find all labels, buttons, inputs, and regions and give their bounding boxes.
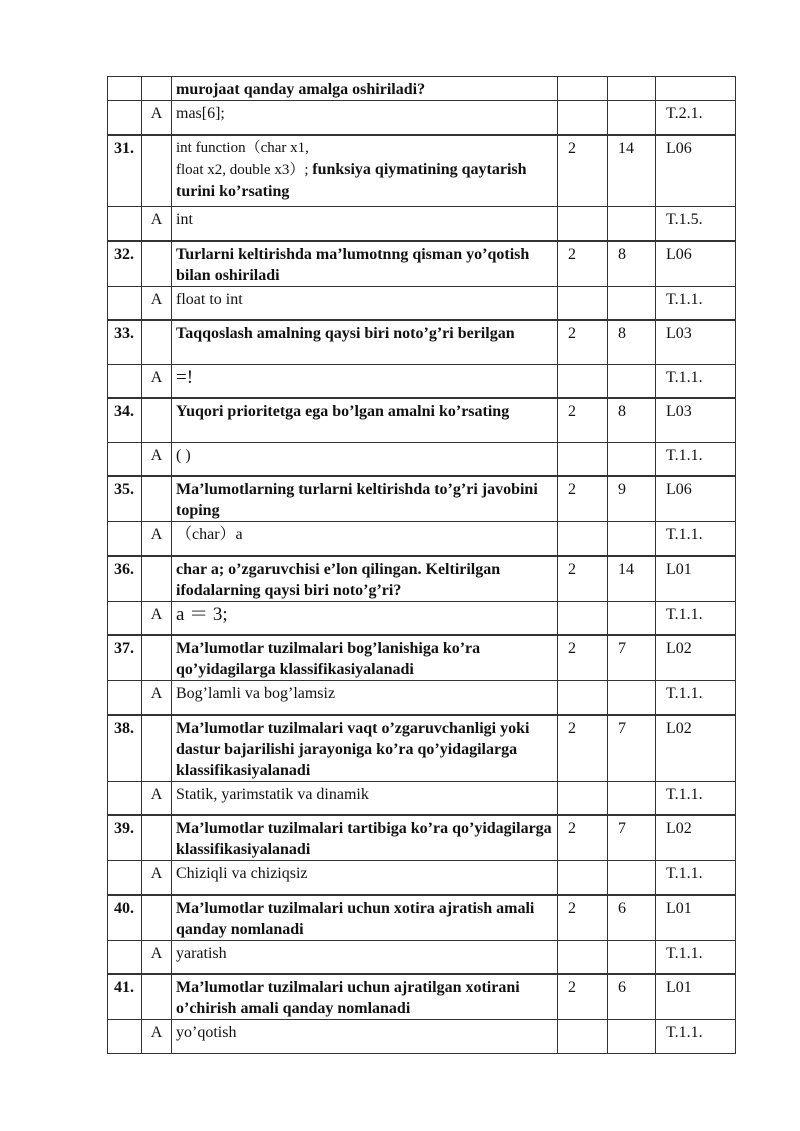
answer-letter (142, 241, 172, 287)
question-text: Ma’lumotlar tuzilmalari tartibiga ko’ra qo’yidagilarga klassifikasiyalanadi (172, 815, 558, 861)
points-cell (558, 442, 608, 476)
points-cell (558, 101, 608, 135)
question-number: 36. (108, 556, 142, 602)
answer-text: float to int (172, 286, 558, 320)
answer-row (108, 601, 736, 635)
question-number (108, 364, 142, 398)
topic-code: T.1.1. (656, 601, 736, 635)
points-cell: 2 (558, 135, 608, 207)
time-cell (608, 861, 656, 895)
question-number (108, 286, 142, 320)
answer-letter: A (142, 286, 172, 320)
time-cell (608, 364, 656, 398)
points-cell (558, 286, 608, 320)
question-row (108, 556, 736, 602)
answer-text: yo’qotish (172, 1020, 558, 1054)
question-number (108, 940, 142, 974)
time-cell: 6 (608, 974, 656, 1020)
question-text: Ma’lumotlar tuzilmalari uchun ajratilgan xotirani o’chirish amali qanday nomlanadi (172, 974, 558, 1020)
points-cell: 2 (558, 476, 608, 522)
answer-letter: A (142, 601, 172, 635)
question-row (108, 320, 736, 364)
level-code: L06 (656, 135, 736, 207)
question-text: Ma’lumotlar tuzilmalari bog’lanishiga ko’ra qo’yidagilarga klassifikasiyalanadi (172, 635, 558, 681)
question-number (108, 101, 142, 135)
points-cell (558, 364, 608, 398)
answer-letter (142, 715, 172, 782)
answer-row (108, 364, 736, 398)
points-cell (558, 207, 608, 241)
answer-row (108, 681, 736, 715)
answer-row (108, 207, 736, 241)
time-cell: 14 (608, 556, 656, 602)
time-cell (608, 601, 656, 635)
question-row (108, 77, 736, 101)
answer-letter (142, 77, 172, 101)
time-cell: 8 (608, 241, 656, 287)
topic-code: T.1.1. (656, 522, 736, 556)
points-cell (558, 77, 608, 101)
answer-letter (142, 556, 172, 602)
topic-code: T.1.1. (656, 442, 736, 476)
topic-code: T.1.5. (656, 207, 736, 241)
document-page (107, 76, 735, 1054)
answer-letter: A (142, 1020, 172, 1054)
level-code: L01 (656, 974, 736, 1020)
question-text: Yuqori prioritetga ega bo’lgan amalni ko’rsating (172, 398, 558, 442)
answer-letter: A (142, 442, 172, 476)
answer-letter (142, 476, 172, 522)
answer-letter (142, 398, 172, 442)
question-text (172, 135, 558, 207)
time-cell: 7 (608, 715, 656, 782)
level-code: L01 (656, 895, 736, 941)
answer-row (108, 940, 736, 974)
time-cell (608, 286, 656, 320)
answer-letter: A (142, 681, 172, 715)
question-text: Taqqoslash amalning qaysi biri noto’g’ri berilgan (172, 320, 558, 364)
points-cell: 2 (558, 556, 608, 602)
answer-letter: A (142, 861, 172, 895)
topic-code: T.1.1. (656, 1020, 736, 1054)
question-number (108, 1020, 142, 1054)
code-line: float x2, double x3）; (176, 161, 309, 178)
answer-letter: A (142, 364, 172, 398)
topic-code: T.1.1. (656, 364, 736, 398)
points-cell (558, 861, 608, 895)
answer-text: =! (172, 364, 558, 398)
question-row (108, 635, 736, 681)
answer-letter (142, 320, 172, 364)
answer-text: Statik, yarimstatik va dinamik (172, 781, 558, 815)
question-number: 34. (108, 398, 142, 442)
answer-letter (142, 815, 172, 861)
time-cell: 7 (608, 635, 656, 681)
question-number (108, 442, 142, 476)
question-number (108, 861, 142, 895)
topic-code: T.1.1. (656, 286, 736, 320)
points-cell (558, 781, 608, 815)
question-number (108, 207, 142, 241)
time-cell (608, 522, 656, 556)
points-cell: 2 (558, 241, 608, 287)
topic-code: T.1.1. (656, 681, 736, 715)
time-cell: 14 (608, 135, 656, 207)
time-cell: 8 (608, 398, 656, 442)
time-cell (608, 1020, 656, 1054)
answer-row (108, 861, 736, 895)
points-cell: 2 (558, 974, 608, 1020)
questions-table (107, 76, 736, 1054)
level-code: L06 (656, 241, 736, 287)
answer-text: ( ) (172, 442, 558, 476)
answer-letter (142, 635, 172, 681)
points-cell (558, 940, 608, 974)
points-cell: 2 (558, 715, 608, 782)
answer-letter (142, 135, 172, 207)
answer-letter (142, 974, 172, 1020)
time-cell (608, 207, 656, 241)
answer-row (108, 522, 736, 556)
question-number (108, 781, 142, 815)
level-code: L03 (656, 320, 736, 364)
points-cell: 2 (558, 815, 608, 861)
code-line: int function（char x1, (176, 139, 309, 156)
question-row (108, 135, 736, 207)
answer-text: Chiziqli va chiziqsiz (172, 861, 558, 895)
level-code: L02 (656, 715, 736, 782)
time-cell (608, 781, 656, 815)
question-number: 32. (108, 241, 142, 287)
answer-letter: A (142, 940, 172, 974)
time-cell: 6 (608, 895, 656, 941)
points-cell (558, 681, 608, 715)
topic-code: T.2.1. (656, 101, 736, 135)
question-row (108, 476, 736, 522)
answer-letter (142, 895, 172, 941)
question-row (108, 715, 736, 782)
points-cell: 2 (558, 398, 608, 442)
question-number: 31. (108, 135, 142, 207)
answer-text: mas[6]; (172, 101, 558, 135)
question-text: Ma’lumotlar tuzilmalari uchun xotira ajratish amali qanday nomlanadi (172, 895, 558, 941)
question-number: 41. (108, 974, 142, 1020)
question-text-part: funksiya qiymatining qaytarish turini ko’rsating (176, 160, 527, 200)
points-cell: 2 (558, 320, 608, 364)
level-code: L02 (656, 815, 736, 861)
answer-text: yaratish (172, 940, 558, 974)
answer-letter: A (142, 207, 172, 241)
answer-letter: A (142, 522, 172, 556)
question-number: 35. (108, 476, 142, 522)
answer-row (108, 781, 736, 815)
question-text: char a; o’zgaruvchisi e’lon qilingan. Keltirilgan ifodalarning qaysi biri noto’g’ri? (172, 556, 558, 602)
level-code: L01 (656, 556, 736, 602)
question-row (108, 815, 736, 861)
answer-row (108, 442, 736, 476)
level-code: L02 (656, 635, 736, 681)
question-row (108, 974, 736, 1020)
question-number (108, 601, 142, 635)
answer-text: Bog’lamli va bog’lamsiz (172, 681, 558, 715)
question-number: 39. (108, 815, 142, 861)
question-text: Ma’lumotlarning turlarni keltirishda to’g’ri javobini toping (172, 476, 558, 522)
answer-row (108, 101, 736, 135)
question-text: murojaat qanday amalga oshiriladi? (172, 77, 558, 101)
topic-code: T.1.1. (656, 861, 736, 895)
answer-letter: A (142, 781, 172, 815)
time-cell (608, 681, 656, 715)
level-code: L06 (656, 476, 736, 522)
time-cell (608, 77, 656, 101)
topic-code: T.1.1. (656, 781, 736, 815)
points-cell (558, 522, 608, 556)
question-number (108, 681, 142, 715)
time-cell: 7 (608, 815, 656, 861)
question-row (108, 241, 736, 287)
points-cell (558, 1020, 608, 1054)
answer-text: a ＝ 3; (172, 601, 558, 635)
question-text: Ma’lumotlar tuzilmalari vaqt o’zgaruvchanligi yoki dastur bajarilishi jarayoniga ko’ra qo’yidagilarga klassifikasiyalanadi (172, 715, 558, 782)
points-cell: 2 (558, 895, 608, 941)
question-number (108, 522, 142, 556)
time-cell (608, 940, 656, 974)
question-row (108, 895, 736, 941)
points-cell (558, 601, 608, 635)
question-number: 40. (108, 895, 142, 941)
time-cell (608, 101, 656, 135)
question-text: Turlarni keltirishda ma’lumotnng qisman yo’qotish bilan oshiriladi (172, 241, 558, 287)
time-cell: 8 (608, 320, 656, 364)
time-cell: 9 (608, 476, 656, 522)
topic-code: T.1.1. (656, 940, 736, 974)
question-number: 38. (108, 715, 142, 782)
answer-letter: A (142, 101, 172, 135)
code-cell (656, 77, 736, 101)
question-row (108, 398, 736, 442)
points-cell: 2 (558, 635, 608, 681)
level-code: L03 (656, 398, 736, 442)
answer-text: int (172, 207, 558, 241)
question-number: 33. (108, 320, 142, 364)
time-cell (608, 442, 656, 476)
answer-row (108, 1020, 736, 1054)
answer-text: （char）a (172, 522, 558, 556)
answer-row (108, 286, 736, 320)
question-number: 37. (108, 635, 142, 681)
question-number (108, 77, 142, 101)
